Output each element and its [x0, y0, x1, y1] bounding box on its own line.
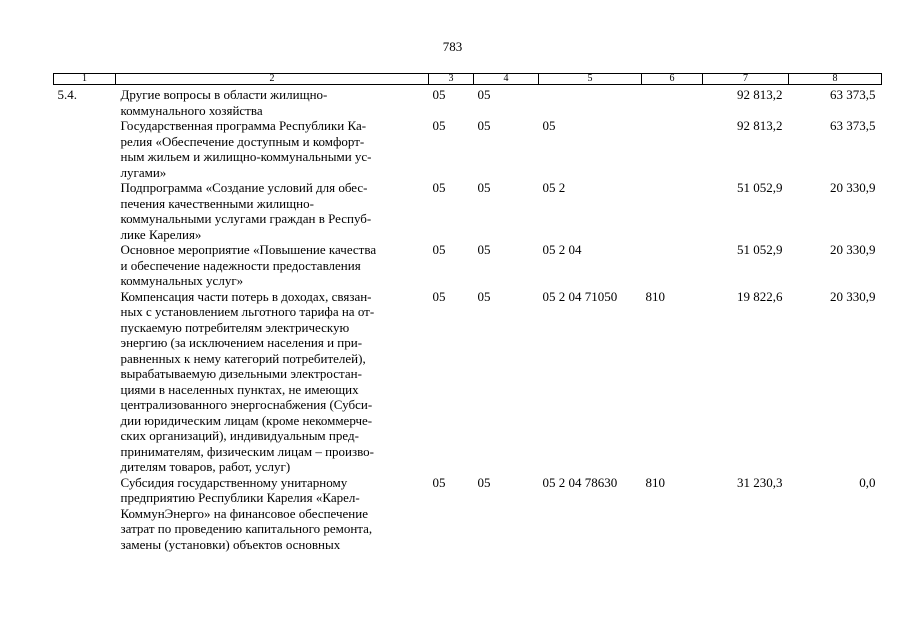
description-line: печения качественными жилищно-	[120, 195, 314, 211]
description-line: релия «Обеспечение доступным и комфорт-	[120, 133, 365, 149]
description-line: лугами»	[120, 164, 167, 180]
table-row	[54, 180, 882, 242]
description-line: лике Карелия»	[120, 226, 202, 242]
subchapter-code: 05	[477, 242, 491, 257]
description-line: дителям товаров, работ, услуг)	[120, 459, 291, 474]
description-line: ным жильем и жилищно-коммунальными ус-	[120, 149, 372, 164]
description-line: КоммунЭнерго» на финансовое обеспечение	[120, 505, 368, 521]
description-line: Государственная программа Республики Ка-	[120, 118, 367, 133]
column-header: 1	[54, 74, 116, 85]
row-description	[116, 180, 429, 242]
column-header: 7	[703, 74, 789, 85]
chapter-code: 05	[432, 288, 446, 304]
column-header: 6	[642, 74, 703, 85]
description-line: пускаемую потребителям электрическую	[120, 319, 350, 335]
row-description	[116, 242, 429, 289]
row-description	[116, 118, 429, 180]
table-row	[54, 118, 882, 180]
subchapter-code: 05	[477, 474, 491, 490]
amount-col7: 31 230,3	[737, 474, 783, 490]
amount-col7: 19 822,6	[737, 288, 783, 304]
amount-col7: 51 052,9	[737, 180, 783, 195]
amount-col7: 51 052,9	[737, 242, 783, 257]
description-line: замены (установки) объектов основных	[120, 536, 341, 552]
column-number-header-row	[54, 74, 882, 85]
expense-type-code: 810	[645, 288, 665, 304]
amount-col8: 0,0	[859, 474, 876, 490]
subchapter-code: 05	[477, 288, 491, 304]
target-article-code	[539, 85, 642, 119]
description-line: дии юридическим лицам (кроме некоммерче-	[120, 412, 373, 428]
expense-type-code	[642, 242, 703, 289]
description-line: принимателям, физическим лицам – произво-	[120, 443, 374, 459]
chapter-code: 05	[432, 87, 446, 102]
amount-col8: 20 330,9	[830, 288, 876, 304]
target-article-code: 05 2 04 71050	[542, 288, 618, 304]
target-article-code: 05 2 04 78630	[542, 474, 618, 490]
description-line: Другие вопросы в области жилищно-	[120, 87, 328, 102]
section-number	[54, 475, 116, 553]
row-description	[116, 475, 429, 553]
subchapter-code: 05	[477, 180, 491, 195]
description-line: Подпрограмма «Создание условий для обес-	[120, 180, 368, 195]
amount-col8: 63 373,5	[830, 87, 876, 102]
description-line: Основное мероприятие «Повышение качества	[120, 242, 377, 257]
section-number	[54, 118, 116, 180]
target-article-code: 05 2	[542, 180, 566, 195]
amount-col8: 63 373,5	[830, 118, 876, 133]
chapter-code: 05	[432, 242, 446, 257]
table-row	[54, 475, 882, 553]
section-number	[54, 289, 116, 475]
description-line: вырабатываемую дизельными электростан-	[120, 366, 362, 381]
chapter-code: 05	[432, 118, 446, 133]
budget-table	[53, 73, 882, 552]
section-number: 5.4.	[57, 87, 77, 102]
column-header: 5	[539, 74, 642, 85]
expense-type-code: 810	[645, 474, 665, 490]
expense-type-code	[642, 118, 703, 180]
expense-type-code	[642, 180, 703, 242]
row-description	[116, 85, 429, 119]
description-line: коммунального хозяйства	[120, 102, 263, 118]
amount-col8: 20 330,9	[830, 242, 876, 257]
column-header: 8	[789, 74, 882, 85]
target-article-code: 05	[542, 118, 556, 133]
subchapter-code: 05	[477, 118, 491, 133]
target-article-code: 05 2 04	[542, 242, 582, 257]
description-line: Субсидия государственному унитарному	[120, 474, 348, 490]
table-row	[54, 242, 882, 289]
table-row	[54, 289, 882, 475]
description-line: коммунальных услуг»	[120, 273, 244, 288]
description-line: равненных к нему категорий потребителей),	[120, 350, 366, 366]
description-line: коммунальными услугами граждан в Респуб-	[120, 211, 372, 226]
description-line: предприятию Республики Карелия «Карел-	[120, 490, 360, 505]
amount-col8: 20 330,9	[830, 180, 876, 195]
chapter-code: 05	[432, 180, 446, 195]
section-number	[54, 180, 116, 242]
table-row	[54, 85, 882, 119]
description-line: Компенсация части потерь в доходах, связан-	[120, 288, 372, 304]
amount-col7: 92 813,2	[737, 87, 783, 102]
row-description	[116, 289, 429, 475]
column-header: 4	[474, 74, 539, 85]
section-number	[54, 242, 116, 289]
subchapter-code: 05	[477, 87, 491, 102]
description-line: затрат по проведению капитального ремонта,	[120, 521, 373, 536]
description-line: и обеспечение надежности предоставления	[120, 257, 361, 273]
column-header: 3	[429, 74, 474, 85]
expense-type-code	[642, 85, 703, 119]
amount-col7: 92 813,2	[737, 118, 783, 133]
description-line: централизованного энергоснабжения (Субси-	[120, 397, 373, 412]
page-number: 783	[442, 39, 463, 54]
chapter-code: 05	[432, 474, 446, 490]
description-line: циями в населенных пунктах, не имеющих	[120, 381, 359, 397]
description-line: энергию (за исключением населения и при-	[120, 335, 363, 350]
description-line: ных с установлением льготного тарифа на от-	[120, 304, 375, 319]
description-line: ских организаций), индивидуальным пред-	[120, 428, 359, 443]
column-header: 2	[116, 74, 429, 85]
